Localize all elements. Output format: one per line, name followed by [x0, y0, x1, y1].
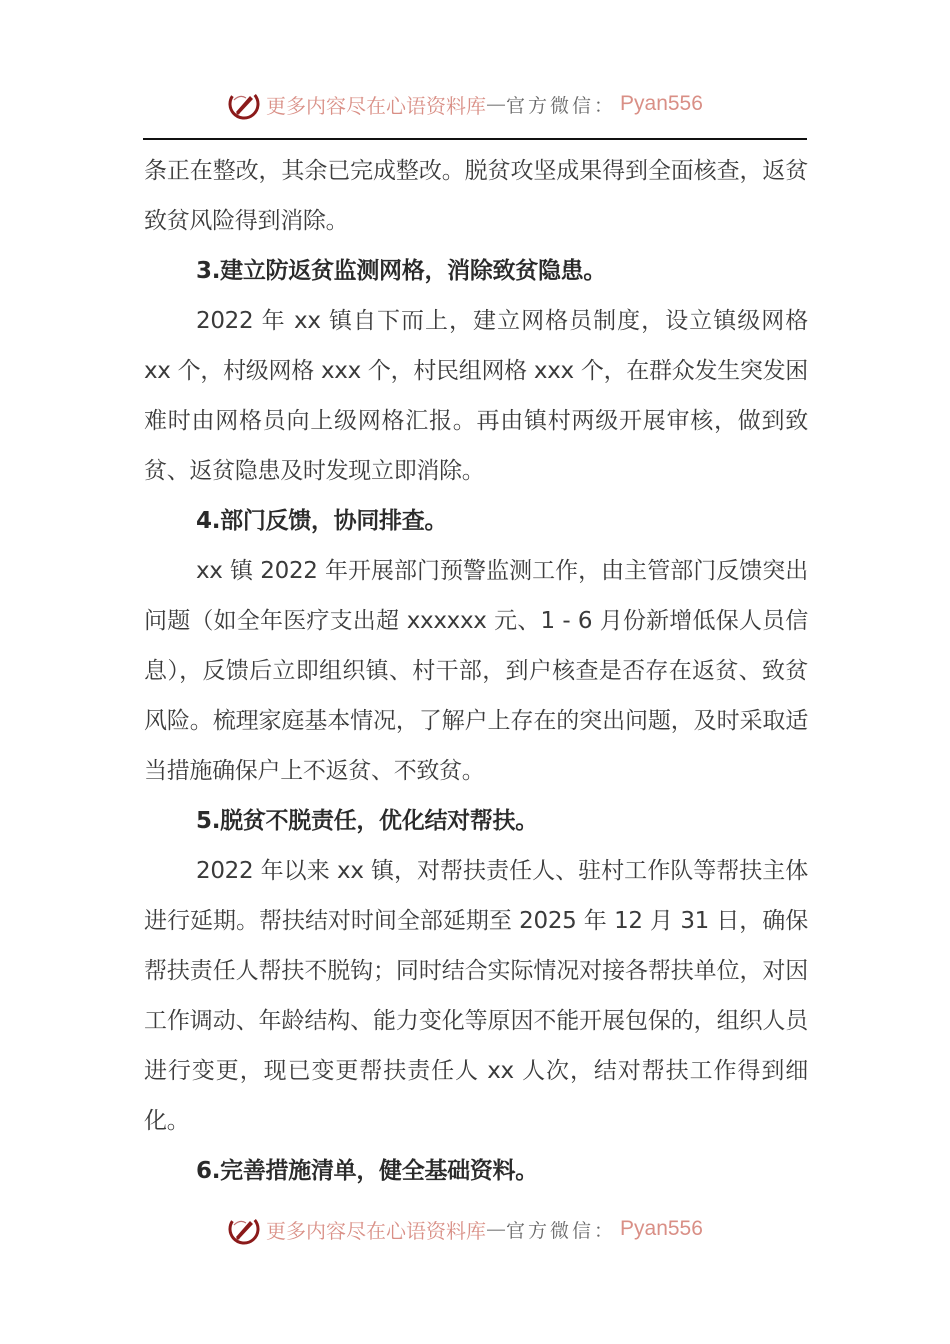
section-heading-5: 5.脱贫不脱责任，优化结对帮扶。: [196, 808, 538, 834]
section-heading-6: 6.完善措施清单，健全基础资料。: [196, 1158, 538, 1184]
section-heading-4: 4.部门反馈，协同排查。: [196, 508, 448, 534]
section-heading-3: 3.建立防返贫监测网格，消除致贫隐患。: [196, 258, 607, 284]
watermark-wechat-id: Pyan556: [620, 1217, 703, 1240]
body-paragraph: 2022 年 xx 镇自下而上，建立网格员制度，设立镇级网格 xx 个，村级网格 xxx 个，村民组网格 xxx 个，在群众发生突发困难时由网格员向上级网格汇报。再由镇村两级开展审核，做到致贫、返贫隐患及时发现立即消除。: [144, 308, 808, 484]
watermark-wechat-label: 官方微信：: [506, 94, 617, 117]
body-paragraph: xx 镇 2022 年开展部门预警监测工作，由主管部门反馈突出问题（如全年医疗支出超 xxxxxx 元、1 - 6 月份新增低保人员信息），反馈后立即组织镇、村干部，到户核查是否存在返贫、致贫风险。梳理家庭基本情况，了解户上存在的突出问题，及时采取适当措施确保户上不返贫、不致贫。: [144, 558, 808, 784]
document-body: [144, 146, 808, 1196]
header-divider: [143, 138, 807, 140]
body-paragraph: 2022 年以来 xx 镇，对帮扶责任人、驻村工作队等帮扶主体进行延期。帮扶结对时间全部延期至 2025 年 12 月 31 日，确保帮扶责任人帮扶不脱钩；同时结合实际情况对接各帮扶单位，对因工作调动、年龄结构、能力变化等原因不能开展包保的，组织人员进行变更，现已变更帮扶责任人 xx 人次，结对帮扶工作得到细化。: [144, 858, 808, 1134]
watermark-dash: —: [486, 92, 506, 116]
watermark-brand: 更多内容尽在心语资料库: [266, 1218, 486, 1243]
body-paragraph: 条正在整改，其余已完成整改。脱贫攻坚成果得到全面核查，返贫致贫风险得到消除。: [144, 158, 808, 234]
watermark-wechat-label: 官方微信：: [506, 1219, 617, 1242]
watermark-brand: 更多内容尽在心语资料库: [266, 93, 486, 118]
quill-pen-logo-icon: [226, 1211, 262, 1247]
header-watermark: [226, 84, 703, 124]
watermark-dash: —: [486, 1217, 506, 1241]
quill-pen-logo-icon: [226, 86, 262, 122]
footer-watermark: [226, 1209, 703, 1249]
watermark-wechat-id: Pyan556: [620, 92, 703, 115]
